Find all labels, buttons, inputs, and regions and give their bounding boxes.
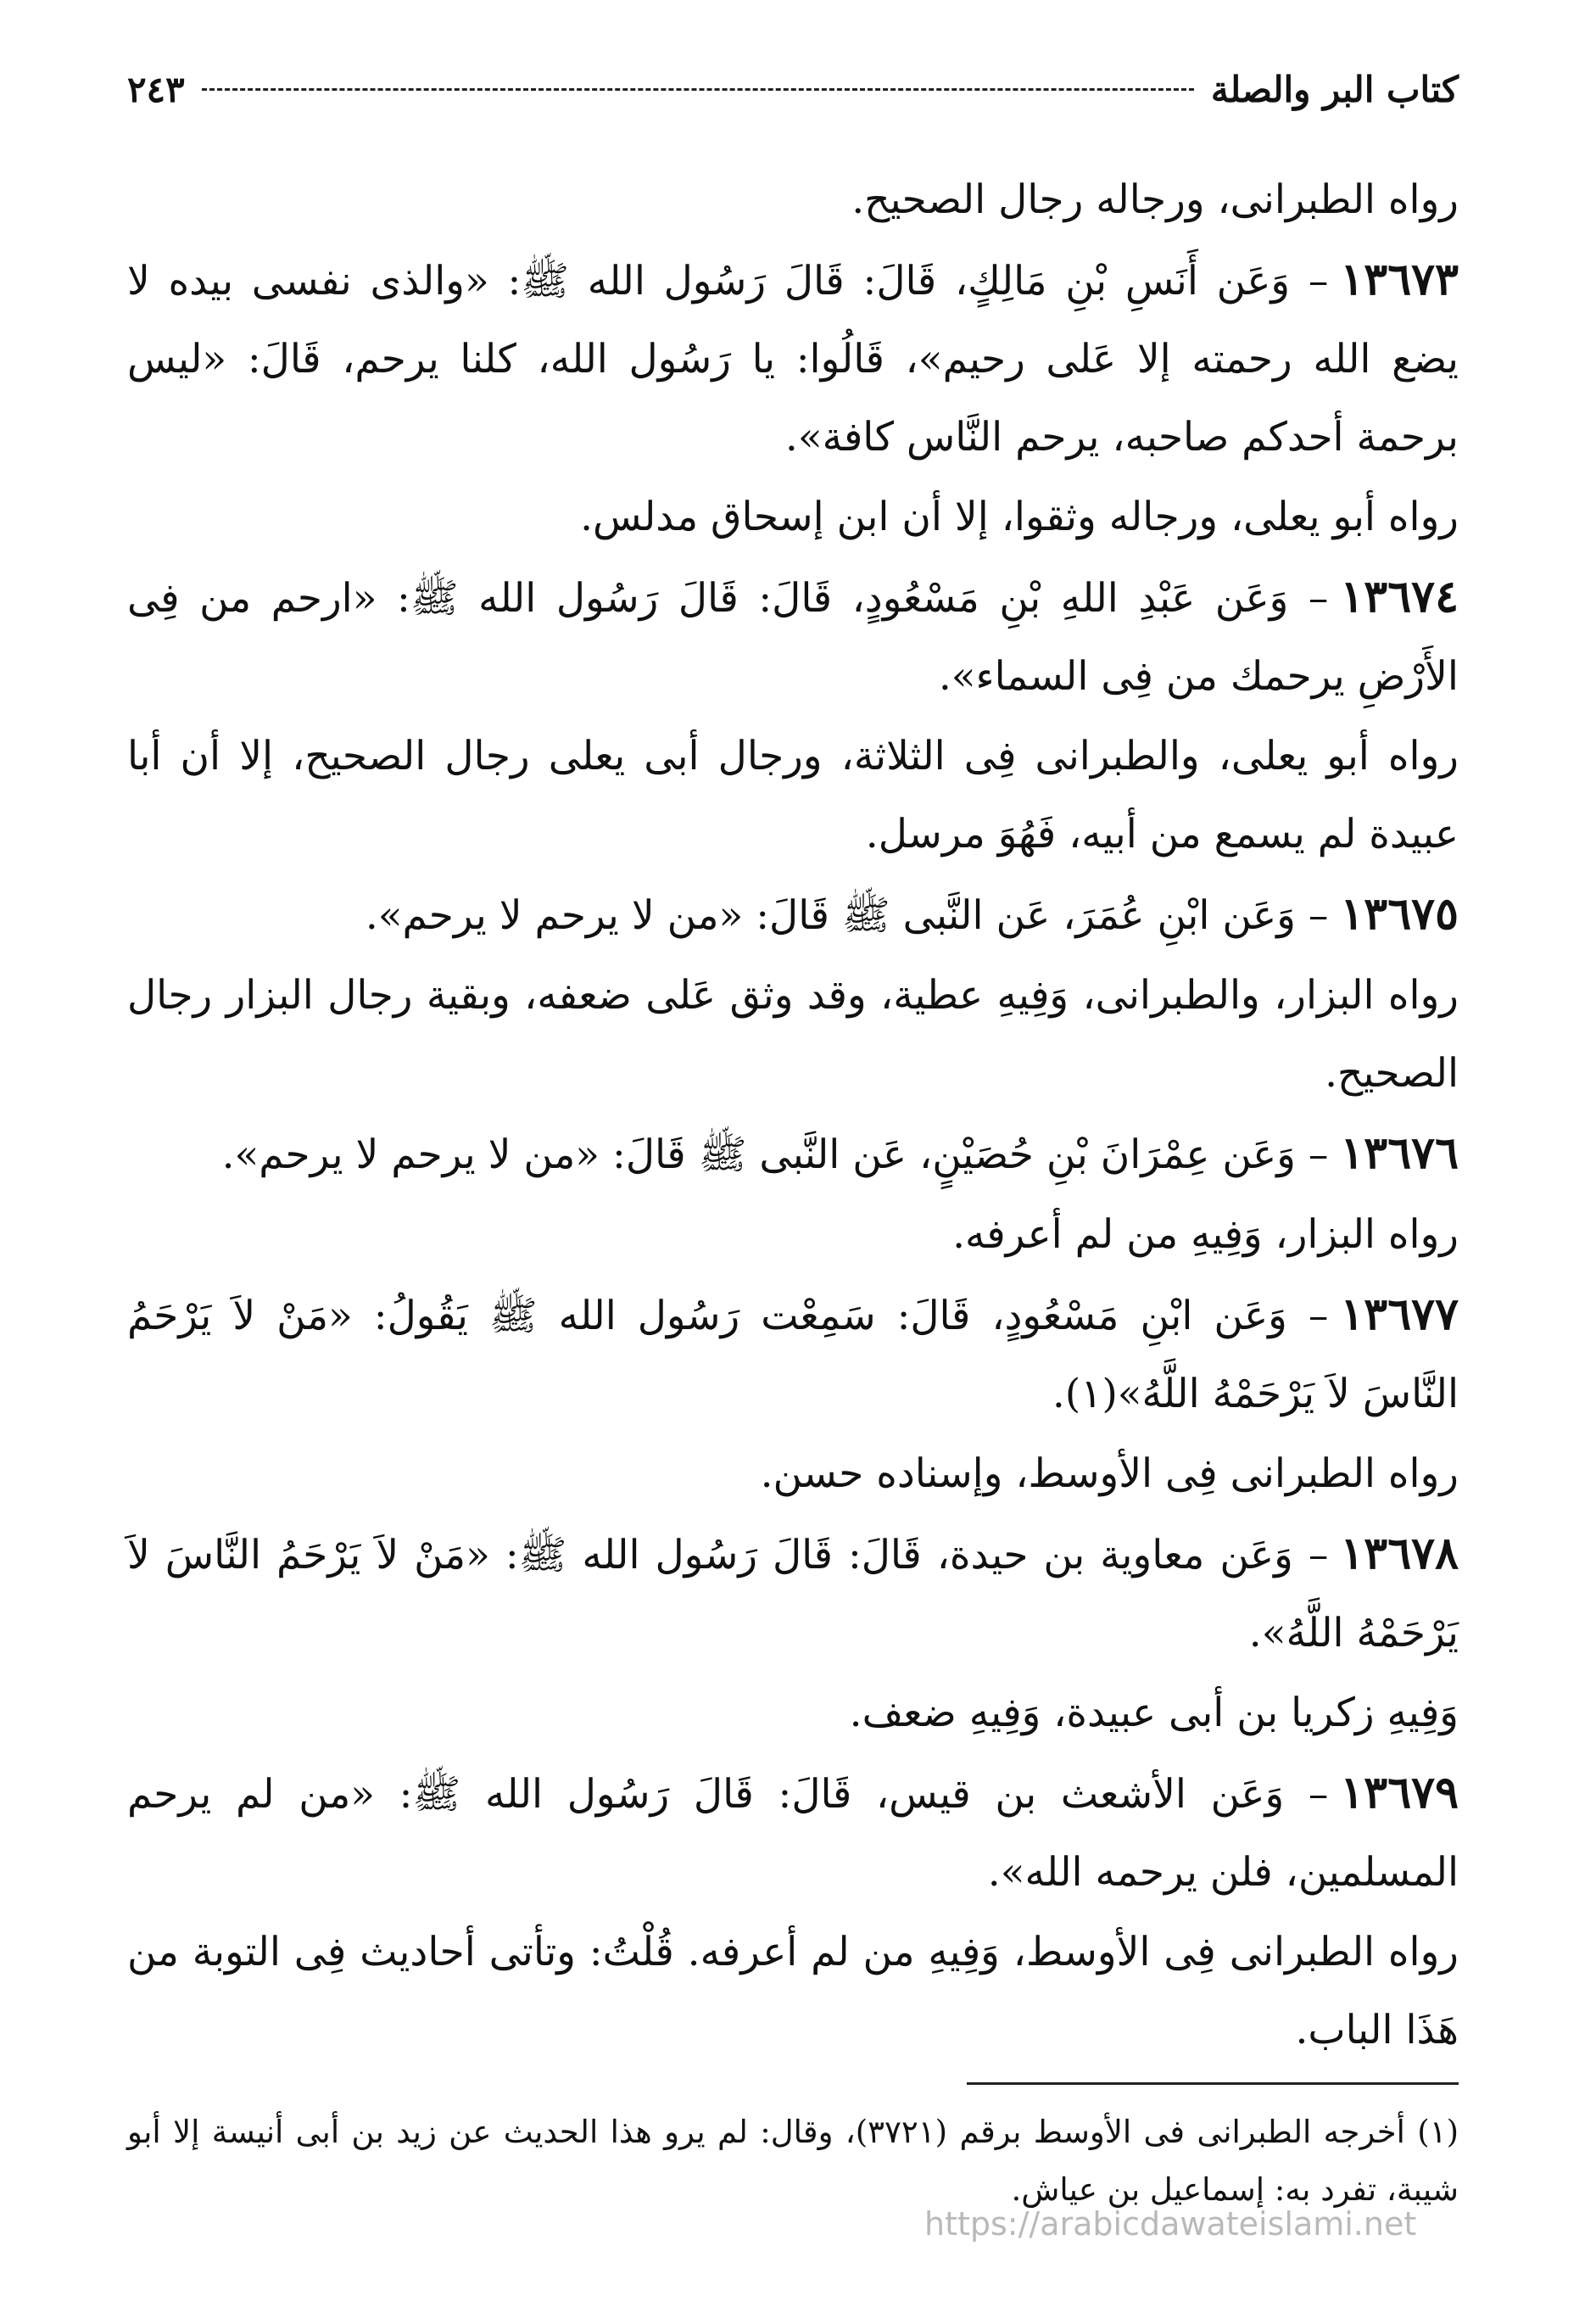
hadith-entry: [127, 1754, 1459, 1912]
footnotes: [127, 2103, 1459, 2219]
footnote: (١) أخرجه الطبرانى فى الأوسط برقم (٣٧٢١)، وقال: لم يرو هذا الحديث عن زيد بن أبى أنيسة إلا أبو شيبة، تفرد به: إسماعيل بن عياش.: [127, 2114, 1459, 2208]
hadith-entry: [127, 241, 1459, 477]
book-title: كتاب البر والصلة: [1210, 68, 1459, 110]
source-note: رواه أبو يعلى، والطبرانى فِى الثلاثة، ورجال أبى يعلى رجال الصحيح، إلا أن أبا عبيدة لم يسمع من أبيه، فَهُوَ مرسل.: [127, 733, 1459, 858]
hadith-entry: [127, 1115, 1459, 1194]
hadith-number: ١٣٦٧٤: [1340, 571, 1459, 623]
hadith-number: ١٣٦٧٣: [1340, 254, 1459, 305]
hadith-text: – وَعَن معاوية بن حيدة، قَالَ: قَالَ رَسُول الله ﷺ: «مَنْ لاَ يَرْحَمُ النَّاسَ لاَ يَرْحَمْهُ اللَّهُ».: [127, 1532, 1459, 1657]
hadith-number: ١٣٦٧٥: [1340, 888, 1459, 940]
book-page: [127, 51, 1459, 2273]
source-note: رواه الطبرانى، ورجاله رجال الصحيح.: [851, 176, 1459, 223]
watermark-url: https://arabicdawateislami.net: [924, 2205, 1417, 2243]
hadith-number: ١٣٦٧٧: [1340, 1288, 1459, 1340]
hadith-number: ١٣٦٧٨: [1340, 1528, 1459, 1579]
hadith-entry: [127, 875, 1459, 955]
source-note: رواه الطبرانى فِى الأوسط، وَفِيهِ من لم أعرفه. قُلْتُ: وتأتى أحاديث فِى التوبة من هَذَا الباب.: [127, 1929, 1459, 2053]
hadith-text: – وَعَن أَنَسِ بْنِ مَالِكٍ، قَالَ: قَالَ رَسُول الله ﷺ: «والذى نفسى بيده لا يضع الله رحمته إلا عَلى رحيم»، قَالُوا: يا رَسُول الله، كلنا يرحم، قَالَ: «ليس برحمة أحدكم صاحبه، يرحم النَّاس كافة».: [127, 258, 1459, 461]
hadith-text: – وَعَن ابْنِ عُمَرَ، عَن النَّبى ﷺ قَالَ: «من لا يرحم لا يرحم».: [365, 892, 1329, 939]
running-header: [127, 51, 1459, 127]
page-number: ٢٤٣: [127, 68, 185, 110]
source-note: رواه البزار، وَفِيهِ من لم أعرفه.: [952, 1211, 1459, 1258]
hadith-text: – وَعَن الأشعث بن قيس، قَالَ: قَالَ رَسُول الله ﷺ: «من لم يرحم المسلمين، فلن يرحمه الله».: [127, 1771, 1459, 1896]
hadith-text: – وَعَن ابْنِ مَسْعُودٍ، قَالَ: سَمِعْت رَسُول الله ﷺ يَقُولُ: «مَنْ لاَ يَرْحَمُ النَّاسَ لاَ يَرْحَمْهُ اللَّهُ»(١).: [127, 1293, 1459, 1417]
source-note: رواه أبو يعلى، ورجاله وثقوا، إلا أن ابن إسحاق مدلس.: [580, 494, 1459, 540]
hadith-number: ١٣٦٧٦: [1340, 1127, 1459, 1179]
hadith-number: ١٣٦٧٩: [1340, 1767, 1459, 1819]
hadith-entry: [127, 1276, 1459, 1433]
source-note: رواه الطبرانى فِى الأوسط، وإسناده حسن.: [760, 1450, 1459, 1497]
source-note: رواه البزار، والطبرانى، وَفِيهِ عطية، وقد وثق عَلى ضعفه، وبقية رجال البزار رجال الصحيح.: [127, 972, 1459, 1097]
hadith-text: – وَعَن عَبْدِ اللهِ بْنِ مَسْعُودٍ، قَالَ: قَالَ رَسُول الله ﷺ: «ارحم من فِى الأَرْضِ يرحمك من فِى السماء».: [127, 575, 1459, 700]
footnote-separator: [967, 2082, 1459, 2085]
hadith-text: – وَعَن عِمْرَانَ بْنِ حُصَيْنٍ، عَن النَّبى ﷺ قَالَ: «من لا يرحم لا يرحم».: [221, 1131, 1329, 1178]
main-text: [127, 161, 1459, 2070]
source-note: وَفِيهِ زكريا بن أبى عبيدة، وَفِيهِ ضعف.: [849, 1690, 1459, 1736]
header-dashed-rule: [202, 88, 1194, 91]
hadith-entry: [127, 558, 1459, 716]
hadith-entry: [127, 1515, 1459, 1673]
